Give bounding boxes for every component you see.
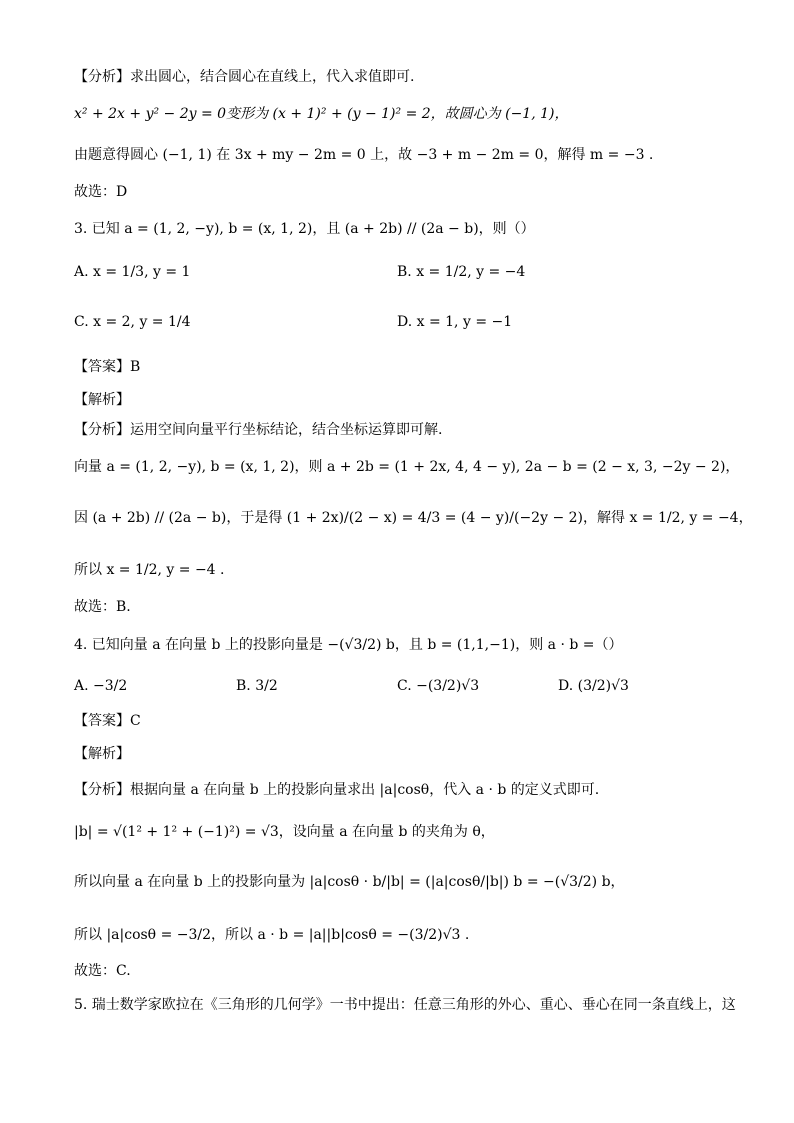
q3-option-a: A. x = 1/3, y = 1 [74,264,191,280]
solution-heading: 【解析】 [74,392,130,408]
q4-option-d: D. (3/2)√3 [558,678,629,694]
q3-option-d: D. x = 1, y = −1 [397,314,513,330]
solution-line: 所以 x = 1/2, y = −4 . [74,562,225,578]
question-3: 3. 已知 a = (1, 2, −y), b = (x, 1, 2)，且 (a + 2b) // (2a − b)，则（） [74,221,535,237]
analysis-line: 【分析】运用空间向量平行坐标结论，结合坐标运算即可解. [74,422,443,438]
analysis-line: 【分析】求出圆心，结合圆心在直线上，代入求值即可. [74,69,415,85]
solution-line: 所以向量 a 在向量 b 上的投影向量为 |a|cosθ · b/|b| = (|a|cosθ/|b|) b = −(√3/2) b， [74,874,625,890]
solution-line: 向量 a = (1, 2, −y), b = (x, 1, 2)，则 a + 2b = (1 + 2x, 4, 4 − y), 2a − b = (2 − x, 3, −2y − 2)， [74,459,740,475]
q4-option-b: B. 3/2 [236,678,278,694]
q3-option-b: B. x = 1/2, y = −4 [397,264,526,280]
q4-option-c: C. −(3/2)√3 [397,678,480,694]
question-5: 5. 瑞士数学家欧拉在《三角形的几何学》一书中提出：任意三角形的外心、重心、垂心在同一条直线上，这 [74,997,736,1013]
analysis-line: 【分析】根据向量 a 在向量 b 上的投影向量求出 |a|cosθ，代入 a · b 的定义式即可. [74,782,600,798]
answer-label: 【答案】B [74,359,141,375]
equation-line: x² + 2x + y² − 2y = 0变形为 (x + 1)² + (y − 1)² = 2，故圆心为 (−1, 1)， [74,106,569,122]
answer-choice-line: 故选：D [74,184,128,200]
q4-option-a: A. −3/2 [74,678,128,694]
solution-line: 因 (a + 2b) // (2a − b)，于是得 (1 + 2x)/(2 − x) = 4/3 = (4 − y)/(−2y − 2)，解得 x = 1/2, y = −4， [74,510,753,526]
solution-line: |b| = √(1² + 1² + (−1)²) = √3，设向量 a 在向量 b 的夹角为 θ， [74,824,495,840]
q3-option-c: C. x = 2, y = 1/4 [74,314,191,330]
solution-heading: 【解析】 [74,746,130,762]
answer-label: 【答案】C [74,713,141,729]
answer-choice-line: 故选：B. [74,599,131,615]
solution-line: 所以 |a|cosθ = −3/2，所以 a · b = |a||b|cosθ = −(3/2)√3 . [74,927,470,943]
question-4: 4. 已知向量 a 在向量 b 上的投影向量是 −(√3/2) b，且 b = (1,1,−1)，则 a · b =（） [74,637,623,653]
answer-choice-line: 故选：C. [74,963,131,979]
solution-line: 由题意得圆心 (−1, 1) 在 3x + my − 2m = 0 上，故 −3 + m − 2m = 0，解得 m = −3 . [74,147,654,163]
